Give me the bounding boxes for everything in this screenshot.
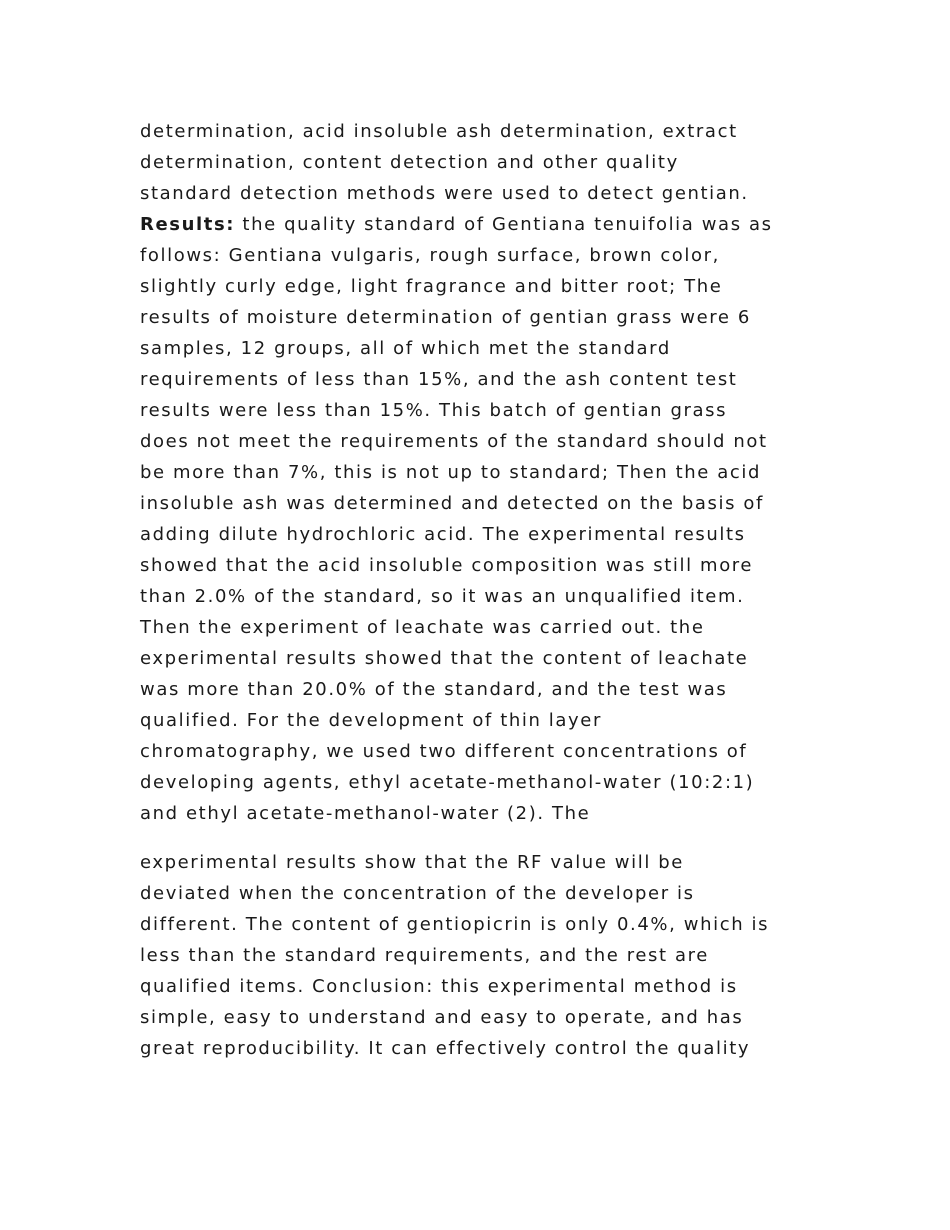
text-line: deviated when the concentration of the developer is <box>140 883 695 904</box>
text-line: showed that the acid insoluble composition was still more <box>140 555 754 576</box>
text-line-rest: the quality standard of Gentiana tenuifolia was as <box>235 214 773 235</box>
text-line: and ethyl acetate-methanol-water (2). The <box>140 803 591 824</box>
text-line: standard detection methods were used to detect gentian. <box>140 183 749 204</box>
paragraph-conclusion <box>140 847 820 1064</box>
text-line: simple, easy to understand and easy to operate, and has <box>140 1007 744 1028</box>
text-line: different. The content of gentiopicrin is only 0.4%, which is <box>140 914 770 935</box>
text-line: qualified items. Conclusion: this experimental method is <box>140 976 738 997</box>
text-line: was more than 20.0% of the standard, and the test was <box>140 679 728 700</box>
text-line: chromatography, we used two different concentrations of <box>140 741 748 762</box>
text-line: follows: Gentiana vulgaris, rough surface, brown color, <box>140 245 720 266</box>
text-line: experimental results show that the RF value will be <box>140 852 684 873</box>
text-line: slightly curly edge, light fragrance and bitter root; The <box>140 276 723 297</box>
text-line: determination, acid insoluble ash determination, extract <box>140 121 738 142</box>
paragraph-results <box>140 116 820 829</box>
text-line: requirements of less than 15%, and the ash content test <box>140 369 738 390</box>
text-line: than 2.0% of the standard, so it was an unqualified item. <box>140 586 745 607</box>
text-line: determination, content detection and other quality <box>140 152 679 173</box>
text-line: less than the standard requirements, and the rest are <box>140 945 709 966</box>
text-line: developing agents, ethyl acetate-methanol-water (10:2:1) <box>140 772 755 793</box>
results-heading: Results: <box>140 214 236 235</box>
text-line: great reproducibility. It can effectively control the quality <box>140 1038 751 1059</box>
text-line: insoluble ash was determined and detected on the basis of <box>140 493 764 514</box>
text-line: experimental results showed that the content of leachate <box>140 648 749 669</box>
text-line: results were less than 15%. This batch of gentian grass <box>140 400 728 421</box>
text-line: does not meet the requirements of the standard should not <box>140 431 768 452</box>
text-line: results of moisture determination of gentian grass were 6 <box>140 307 751 328</box>
text-line: be more than 7%, this is not up to standard; Then the acid <box>140 462 762 483</box>
text-line <box>140 209 820 240</box>
text-line: adding dilute hydrochloric acid. The experimental results <box>140 524 746 545</box>
text-line: Then the experiment of leachate was carried out. the <box>140 617 705 638</box>
text-line: samples, 12 groups, all of which met the standard <box>140 338 671 359</box>
text-line: qualified. For the development of thin layer <box>140 710 602 731</box>
